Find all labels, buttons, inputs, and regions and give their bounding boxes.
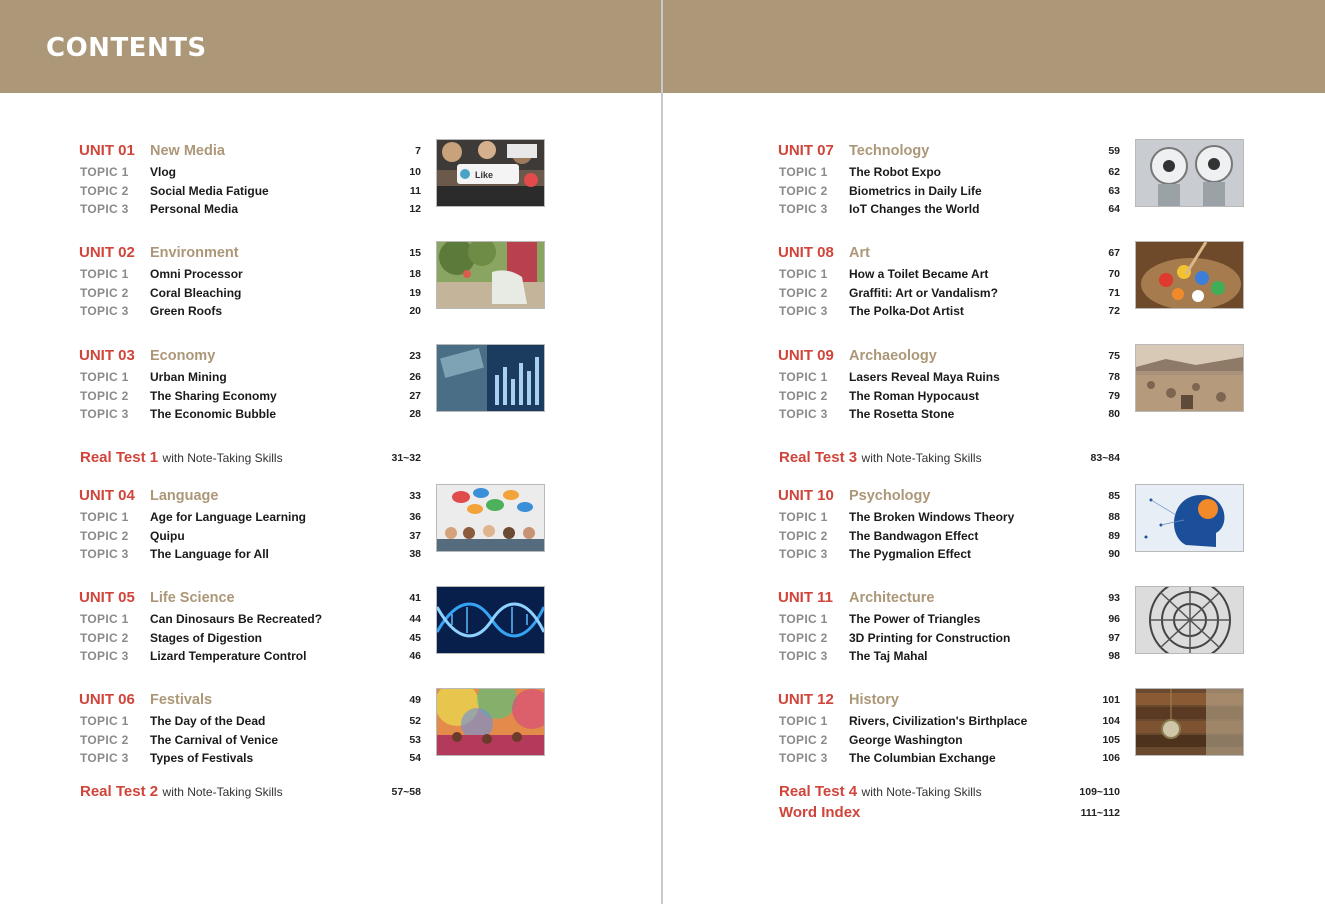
topic-row[interactable] [778, 547, 1120, 565]
topic-page-number: 44 [409, 613, 421, 625]
unit-label: UNIT 05 [79, 589, 135, 606]
unit-title: Economy [150, 348, 216, 364]
unit-entry[interactable] [79, 347, 549, 427]
unit-page-number: 67 [1108, 247, 1120, 259]
topic-title: Social Media Fatigue [150, 183, 269, 198]
topic-page-number: 46 [409, 650, 421, 662]
topic-row[interactable] [778, 714, 1120, 732]
page-spine [661, 0, 663, 904]
real-test-label: Real Test 1 [80, 449, 159, 466]
topic-title: Biometrics in Daily Life [849, 183, 982, 198]
topic-page-number: 26 [409, 371, 421, 383]
unit-label: UNIT 09 [778, 347, 834, 364]
topic-title: The Power of Triangles [849, 612, 981, 626]
topic-page-number: 70 [1108, 268, 1120, 280]
topic-page-number: 105 [1102, 733, 1120, 746]
topic-row[interactable] [778, 649, 1120, 667]
topic-row[interactable] [79, 547, 421, 565]
topic-page-number: 98 [1108, 650, 1120, 662]
topic-page-number: 27 [409, 389, 421, 402]
unit-page-number: 93 [1108, 592, 1120, 604]
topic-title: Urban Mining [150, 370, 227, 384]
topic-label: TOPIC 2 [779, 183, 828, 198]
topic-page-number: 53 [409, 733, 421, 746]
topic-row[interactable] [778, 612, 1120, 630]
topic-row[interactable] [778, 389, 1120, 407]
topic-row[interactable] [778, 370, 1120, 388]
unit-page-number: 59 [1108, 145, 1120, 157]
unit-entry[interactable] [79, 487, 549, 567]
topic-label: TOPIC 3 [779, 202, 828, 216]
unit-title: Festivals [150, 692, 213, 708]
unit-title: Archaeology [849, 348, 937, 364]
topic-title: The Rosetta Stone [849, 407, 955, 421]
unit-entry[interactable] [778, 487, 1248, 567]
unit-title: Architecture [849, 590, 935, 606]
header-band-left [0, 0, 661, 93]
unit-heading[interactable] [79, 589, 421, 609]
topic-row[interactable] [79, 286, 421, 304]
topic-label: TOPIC 2 [80, 285, 129, 300]
unit-entry[interactable] [778, 589, 1248, 669]
topic-title: IoT Changes the World [849, 202, 980, 216]
topic-page-number: 72 [1108, 305, 1120, 317]
topic-row[interactable] [79, 165, 421, 183]
topic-label: TOPIC 3 [80, 202, 129, 216]
topic-title: Lasers Reveal Maya Ruins [849, 370, 1000, 384]
unit-title: Technology [849, 143, 930, 159]
topic-label: TOPIC 3 [80, 407, 129, 421]
topic-title: The Language for All [150, 547, 269, 561]
topic-page-number: 96 [1108, 613, 1120, 625]
topic-page-number: 88 [1108, 511, 1120, 523]
topic-row[interactable] [79, 202, 421, 220]
real-test-entry[interactable] [80, 449, 421, 469]
topic-label: TOPIC 1 [779, 510, 828, 524]
topic-row[interactable] [778, 286, 1120, 304]
topic-label: TOPIC 2 [779, 630, 828, 645]
unit-page-number: 41 [409, 592, 421, 604]
topic-row[interactable] [778, 165, 1120, 183]
topic-title: Stages of Digestion [150, 630, 263, 645]
topic-row[interactable] [778, 510, 1120, 528]
unit-heading[interactable] [778, 691, 1120, 711]
topic-page-number: 19 [409, 286, 421, 299]
topic-row[interactable] [79, 529, 421, 547]
new-media-thumbnail [436, 139, 545, 207]
unit-page-number: 7 [415, 145, 421, 157]
unit-entry[interactable] [79, 589, 549, 669]
art-thumbnail [1135, 241, 1244, 309]
topic-title: Coral Bleaching [150, 285, 242, 300]
topic-label: TOPIC 3 [779, 649, 828, 663]
topic-title: Quipu [150, 528, 185, 543]
topic-label: TOPIC 3 [80, 547, 129, 561]
topic-page-number: 78 [1108, 371, 1120, 383]
real-test-subtitle: with Note-Taking Skills [861, 451, 982, 465]
topic-title: Vlog [150, 165, 176, 179]
topic-label: TOPIC 3 [80, 649, 129, 663]
topic-title: The Carnival of Venice [150, 732, 279, 747]
unit-entry[interactable] [79, 244, 549, 324]
topic-page-number: 38 [409, 548, 421, 560]
unit-heading[interactable] [778, 244, 1120, 264]
unit-entry[interactable] [79, 142, 549, 222]
psychology-thumbnail [1135, 484, 1244, 552]
svg-text:Like: Like [475, 170, 494, 180]
topic-page-number: 80 [1108, 408, 1120, 420]
real-test-page-number: 57~58 [391, 786, 421, 798]
topic-page-number: 71 [1108, 286, 1120, 299]
topic-label: TOPIC 1 [80, 510, 129, 524]
topic-page-number: 45 [409, 631, 421, 644]
architecture-thumbnail [1135, 586, 1244, 654]
topic-title: The Sharing Economy [150, 388, 277, 403]
topic-title: Omni Processor [150, 267, 243, 281]
unit-entry[interactable] [778, 691, 1248, 771]
page-title: CONTENTS [46, 33, 207, 63]
unit-page-number: 23 [409, 350, 421, 362]
real-test-label: Real Test 2 [80, 783, 159, 800]
topic-label: TOPIC 2 [80, 528, 129, 543]
topic-title: The Robot Expo [849, 165, 941, 179]
unit-entry[interactable] [778, 347, 1248, 427]
topic-row[interactable] [79, 184, 421, 202]
topic-label: TOPIC 2 [779, 528, 828, 543]
topic-page-number: 79 [1108, 389, 1120, 402]
archaeology-thumbnail [1135, 344, 1244, 412]
unit-label: UNIT 07 [778, 142, 834, 159]
unit-heading[interactable] [778, 487, 1120, 507]
topic-row[interactable] [79, 370, 421, 388]
topic-label: TOPIC 3 [779, 751, 828, 765]
topic-row[interactable] [79, 267, 421, 285]
unit-label: UNIT 06 [79, 691, 135, 708]
topic-label: TOPIC 1 [779, 714, 828, 728]
topic-label: TOPIC 3 [779, 407, 828, 421]
unit-label: UNIT 12 [778, 691, 834, 708]
topic-label: TOPIC 1 [779, 165, 828, 179]
topic-page-number: 11 [409, 184, 421, 197]
topic-page-number: 97 [1108, 631, 1120, 644]
real-test-page-number: 109~110 [1079, 786, 1120, 798]
language-thumbnail [436, 484, 545, 552]
unit-heading[interactable] [79, 142, 421, 162]
topic-row[interactable] [778, 267, 1120, 285]
topic-page-number: 36 [409, 511, 421, 523]
real-test-subtitle: with Note-Taking Skills [162, 785, 283, 799]
topic-title: Types of Festivals [150, 751, 254, 765]
word-index-page-number: 111~112 [1080, 807, 1120, 819]
topic-row[interactable] [778, 304, 1120, 322]
life-science-thumbnail [436, 586, 545, 654]
topic-row[interactable] [79, 407, 421, 425]
real-test-page-number: 31~32 [391, 452, 421, 464]
unit-page-number: 15 [409, 247, 421, 259]
topic-title: George Washington [849, 732, 963, 747]
topic-page-number: 37 [409, 529, 421, 542]
topic-label: TOPIC 1 [80, 267, 129, 281]
unit-entry[interactable] [778, 244, 1248, 324]
topic-title: The Polka-Dot Artist [849, 304, 964, 318]
unit-page-number: 33 [409, 490, 421, 502]
topic-row[interactable] [79, 612, 421, 630]
topic-label: TOPIC 3 [779, 304, 828, 318]
topic-label: TOPIC 1 [80, 165, 129, 179]
unit-heading[interactable] [778, 589, 1120, 609]
header-band-right [663, 0, 1325, 93]
unit-page-number: 75 [1108, 350, 1120, 362]
unit-heading[interactable] [79, 347, 421, 367]
unit-heading[interactable] [778, 347, 1120, 367]
topic-label: TOPIC 3 [80, 751, 129, 765]
unit-title: Language [150, 488, 219, 504]
topic-label: TOPIC 2 [779, 732, 828, 747]
topic-row[interactable] [79, 631, 421, 649]
topic-title: The Columbian Exchange [849, 751, 996, 765]
history-thumbnail [1135, 688, 1244, 756]
unit-title: Life Science [150, 590, 235, 606]
unit-title: New Media [150, 143, 225, 159]
unit-title: Environment [150, 245, 239, 261]
topic-title: The Economic Bubble [150, 407, 277, 421]
topic-row[interactable] [79, 649, 421, 667]
topic-page-number: 63 [1108, 184, 1120, 197]
topic-title: Green Roofs [150, 304, 223, 318]
topic-page-number: 104 [1102, 715, 1120, 727]
topic-page-number: 89 [1108, 529, 1120, 542]
topic-title: Personal Media [150, 202, 239, 216]
topic-page-number: 90 [1108, 548, 1120, 560]
topic-label: TOPIC 2 [80, 732, 129, 747]
topic-page-number: 28 [409, 408, 421, 420]
unit-label: UNIT 10 [778, 487, 834, 504]
topic-title: The Day of the Dead [150, 714, 266, 728]
topic-title: Can Dinosaurs Be Recreated? [150, 612, 323, 626]
unit-title: Psychology [849, 488, 931, 504]
topic-page-number: 12 [409, 203, 421, 215]
unit-heading[interactable] [778, 142, 1120, 162]
unit-heading[interactable] [79, 691, 421, 711]
topic-title: Rivers, Civilization's Birthplace [849, 714, 1028, 728]
topic-title: Age for Language Learning [150, 510, 307, 524]
topic-page-number: 64 [1108, 203, 1120, 215]
topic-row[interactable] [778, 529, 1120, 547]
word-index-label: Word Index [779, 804, 861, 821]
unit-title: Art [849, 245, 870, 261]
unit-label: UNIT 03 [79, 347, 135, 364]
topic-page-number: 52 [409, 715, 421, 727]
topic-label: TOPIC 1 [80, 714, 129, 728]
economy-thumbnail [436, 344, 545, 412]
unit-page-number: 101 [1102, 694, 1120, 706]
real-test-subtitle: with Note-Taking Skills [162, 451, 283, 465]
topic-title: The Roman Hypocaust [849, 388, 980, 403]
unit-title: History [849, 692, 899, 708]
topic-row[interactable] [79, 714, 421, 732]
real-test-page-number: 83~84 [1090, 452, 1120, 464]
real-test-subtitle: with Note-Taking Skills [861, 785, 982, 799]
topic-row[interactable] [79, 733, 421, 751]
topic-row[interactable] [79, 751, 421, 769]
topic-label: TOPIC 2 [80, 183, 129, 198]
topic-row[interactable] [79, 304, 421, 322]
unit-page-number: 49 [409, 694, 421, 706]
unit-label: UNIT 11 [778, 589, 834, 606]
topic-page-number: 18 [409, 268, 421, 280]
word-index-entry[interactable] [779, 804, 1120, 824]
topic-title: Graffiti: Art or Vandalism? [849, 285, 998, 300]
topic-label: TOPIC 2 [779, 388, 828, 403]
unit-entry[interactable] [778, 142, 1248, 222]
topic-page-number: 62 [1108, 166, 1120, 178]
unit-label: UNIT 01 [79, 142, 135, 159]
topic-label: TOPIC 2 [80, 630, 129, 645]
real-test-label: Real Test 3 [779, 449, 858, 466]
topic-title: The Taj Mahal [849, 649, 928, 663]
topic-title: The Pygmalion Effect [849, 547, 972, 561]
topic-row[interactable] [79, 389, 421, 407]
topic-title: The Broken Windows Theory [849, 510, 1015, 524]
topic-row[interactable] [778, 407, 1120, 425]
unit-label: UNIT 08 [778, 244, 834, 261]
topic-row[interactable] [778, 751, 1120, 769]
topic-label: TOPIC 1 [80, 612, 129, 626]
real-test-entry[interactable] [779, 449, 1120, 469]
topic-row[interactable] [778, 202, 1120, 220]
topic-label: TOPIC 1 [779, 370, 828, 384]
topic-title: Lizard Temperature Control [150, 649, 307, 663]
unit-label: UNIT 04 [79, 487, 135, 504]
topic-page-number: 106 [1102, 752, 1120, 764]
unit-heading[interactable] [79, 244, 421, 264]
unit-heading[interactable] [79, 487, 421, 507]
technology-thumbnail [1135, 139, 1244, 207]
topic-label: TOPIC 3 [80, 304, 129, 318]
unit-entry[interactable] [79, 691, 549, 771]
topic-label: TOPIC 1 [80, 370, 129, 384]
topic-title: 3D Printing for Construction [849, 630, 1011, 645]
topic-label: TOPIC 2 [80, 388, 129, 403]
topic-page-number: 10 [409, 166, 421, 178]
topic-row[interactable] [778, 733, 1120, 751]
topic-title: How a Toilet Became Art [849, 267, 989, 281]
unit-label: UNIT 02 [79, 244, 135, 261]
real-test-label: Real Test 4 [779, 783, 858, 800]
real-test-entry[interactable] [779, 783, 1120, 803]
environment-thumbnail [436, 241, 545, 309]
topic-label: TOPIC 1 [779, 267, 828, 281]
topic-page-number: 20 [409, 305, 421, 317]
topic-row[interactable] [79, 510, 421, 528]
festivals-thumbnail [436, 688, 545, 756]
unit-page-number: 85 [1108, 490, 1120, 502]
topic-page-number: 54 [409, 752, 421, 764]
topic-title: The Bandwagon Effect [849, 528, 979, 543]
topic-row[interactable] [778, 184, 1120, 202]
topic-row[interactable] [778, 631, 1120, 649]
topic-label: TOPIC 3 [779, 547, 828, 561]
topic-label: TOPIC 1 [779, 612, 828, 626]
real-test-entry[interactable] [80, 783, 421, 803]
topic-label: TOPIC 2 [779, 285, 828, 300]
